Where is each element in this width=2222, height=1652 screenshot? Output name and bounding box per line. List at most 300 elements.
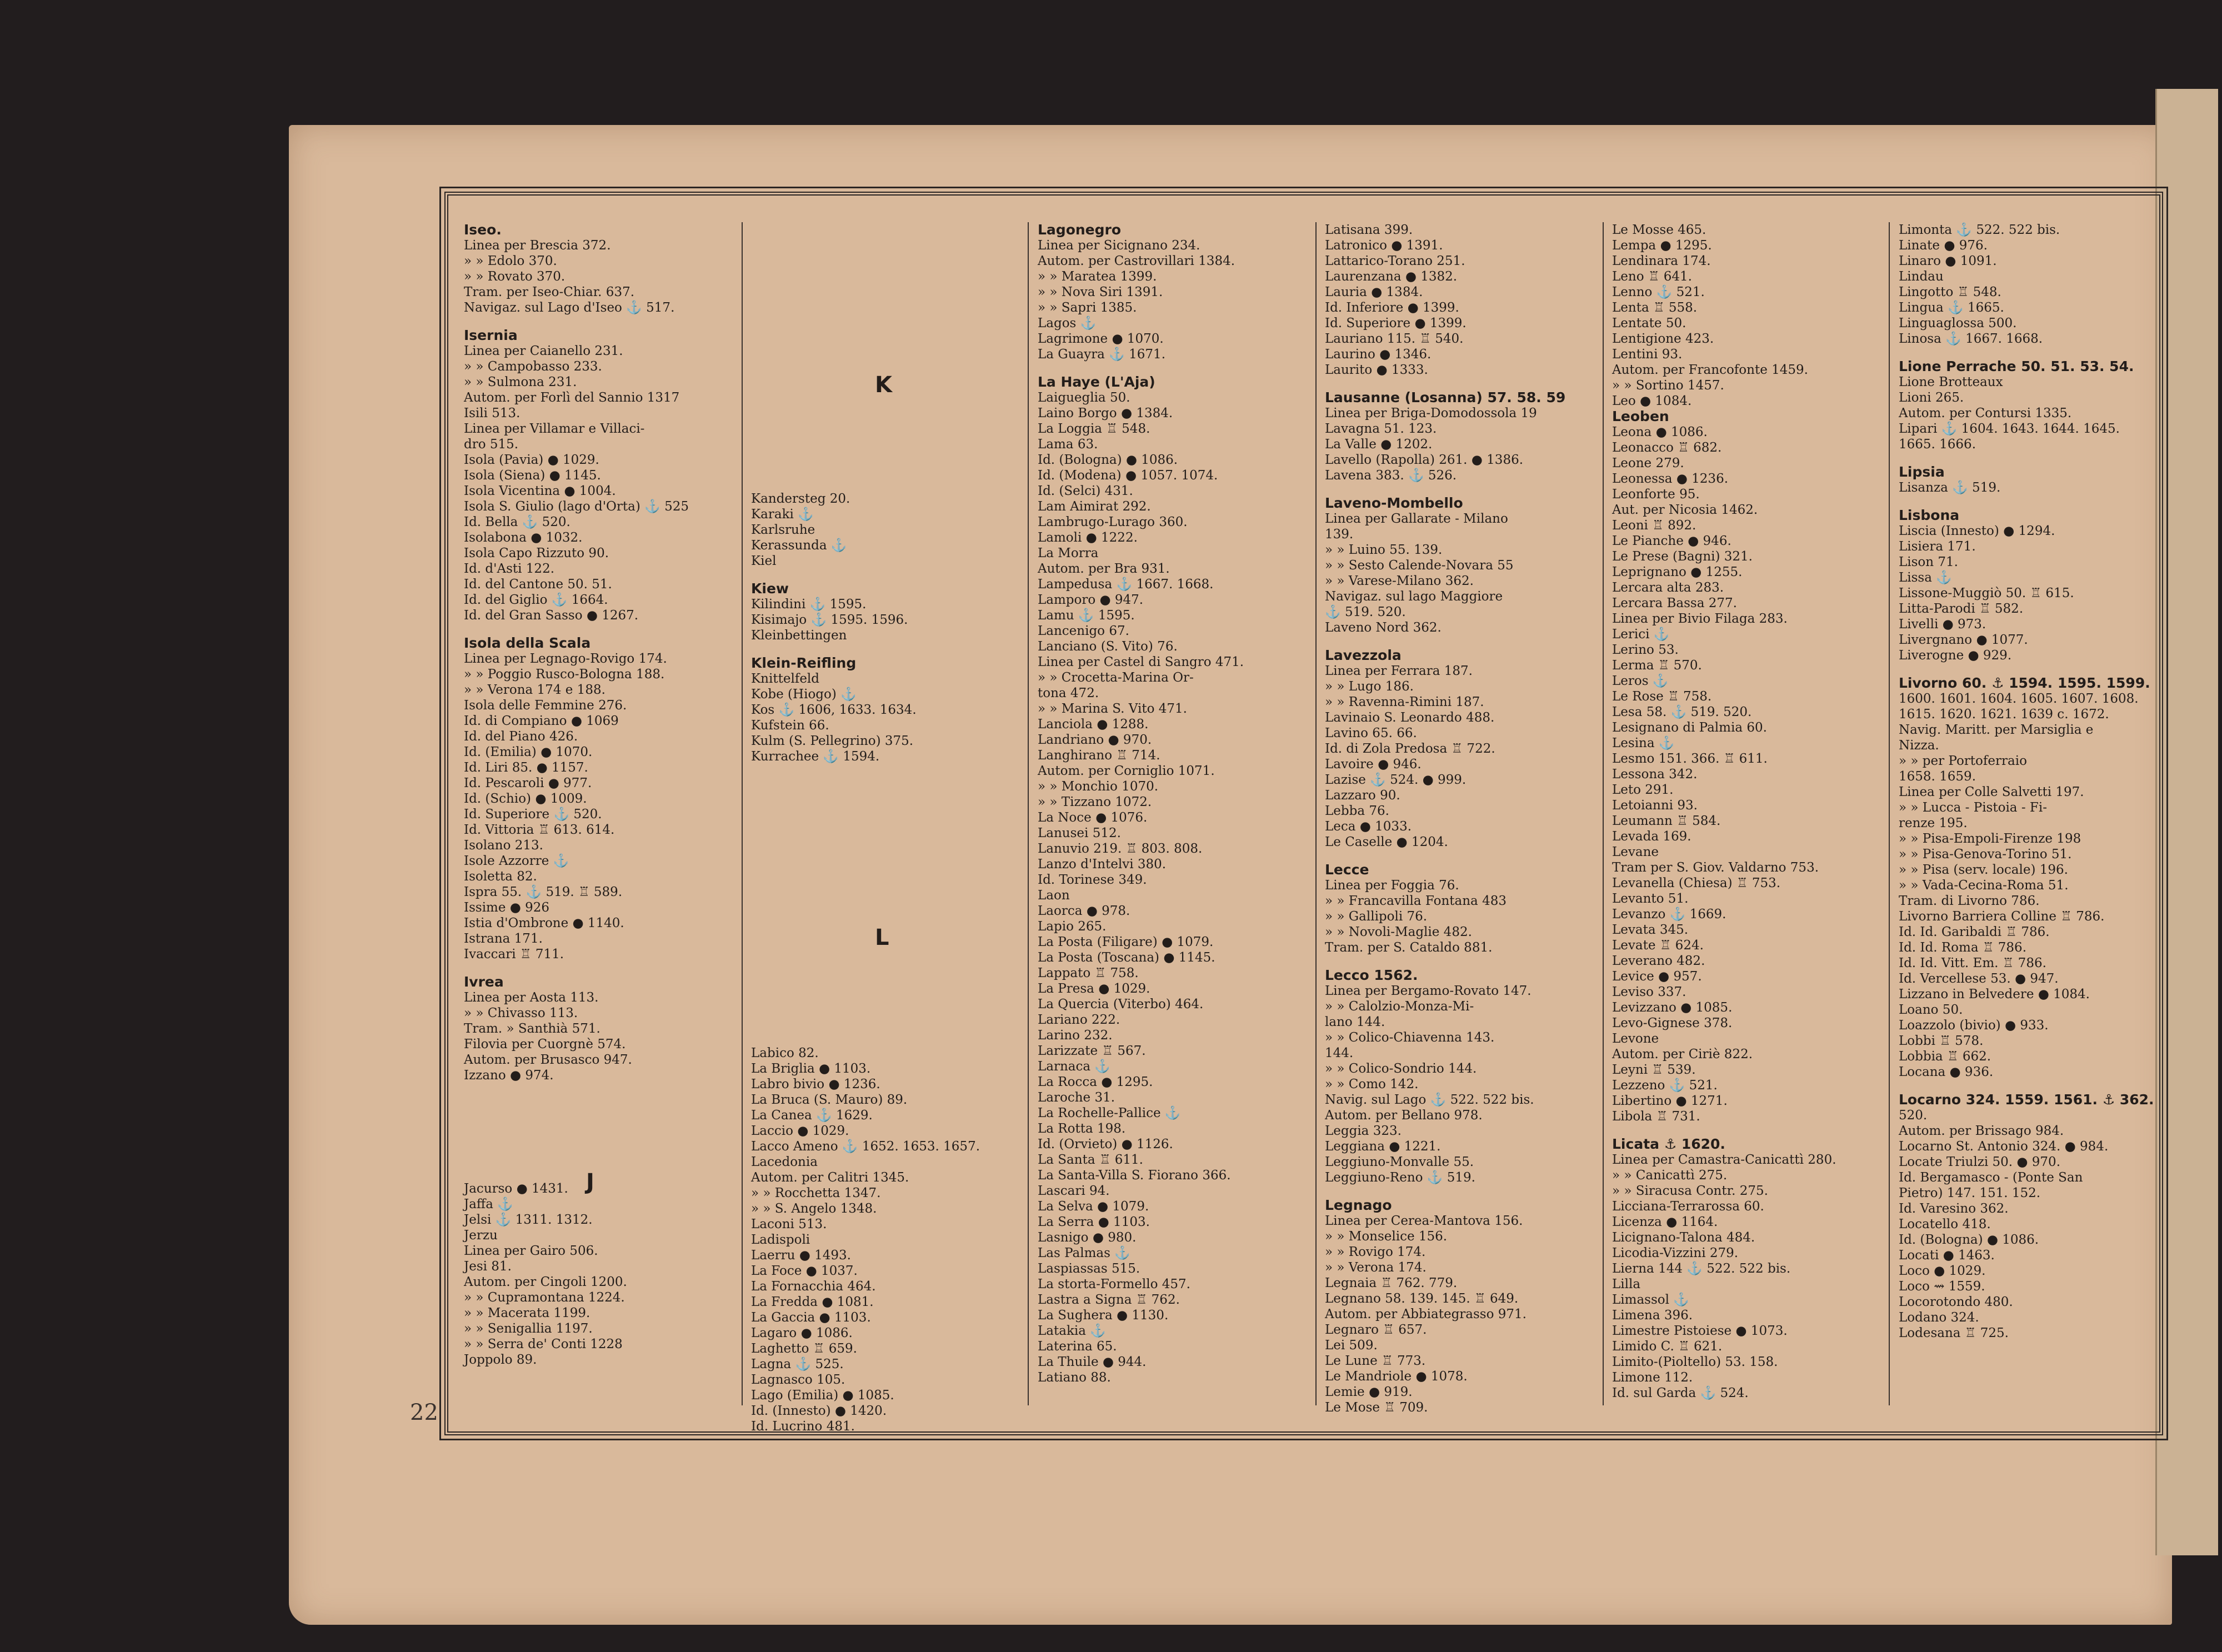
index-entry: Id. sul Garda ⚓ 524. bbox=[1612, 1386, 1749, 1400]
index-entry: » » Colico-Chiavenna 143. bbox=[1325, 1030, 1495, 1045]
index-entry: » » Siracusa Contr. 275. bbox=[1612, 1184, 1768, 1198]
index-entry: Ispra 55. ⚓ 519. ♖ 589. bbox=[464, 885, 623, 899]
index-entry: Limonta ⚓ 522. 522 bis. bbox=[1899, 223, 2060, 237]
index-entry: Lindau bbox=[1899, 269, 1944, 284]
index-column-1 bbox=[464, 222, 736, 1416]
index-entry: » » Rovigo 174. bbox=[1325, 1245, 1426, 1259]
index-entry: Lavino 65. 66. bbox=[1325, 726, 1417, 740]
index-entry: Kos ⚓ 1606, 1633. 1634. bbox=[751, 703, 917, 717]
index-entry: Lentate 50. bbox=[1612, 316, 1686, 331]
index-entry: Lendinara 174. bbox=[1612, 254, 1711, 268]
index-entry: » » Sesto Calende-Novara 55 bbox=[1325, 558, 1514, 573]
spacer bbox=[751, 997, 1023, 1009]
index-entry: Lingua ⚓ 1665. bbox=[1899, 301, 2004, 315]
index-entry: Levice ● 957. bbox=[1612, 969, 1702, 984]
index-entry: Leumann ♖ 584. bbox=[1612, 814, 1721, 828]
index-entry: Liscia (Innesto) ● 1294. bbox=[1899, 524, 2055, 538]
index-entry: Navig. sul Lago ⚓ 522. 522 bis. bbox=[1325, 1093, 1534, 1107]
index-entry: Latakia ⚓ bbox=[1038, 1324, 1106, 1338]
index-entry: Letoianni 93. bbox=[1612, 798, 1698, 813]
index-entry: Jesi 81. bbox=[464, 1259, 512, 1274]
spacer bbox=[751, 887, 1023, 899]
index-heading: Lagonegro bbox=[1038, 222, 1122, 238]
index-entry: Levata 345. bbox=[1612, 923, 1689, 937]
index-heading: Isola della Scala bbox=[464, 635, 591, 651]
index-entry: Laorca ● 978. bbox=[1038, 904, 1130, 918]
index-entry: La Santa-Villa S. Fiorano 366. bbox=[1038, 1168, 1231, 1183]
index-entry: Licodia-Vizzini 279. bbox=[1612, 1246, 1739, 1260]
index-entry: Leprignano ● 1255. bbox=[1612, 565, 1743, 579]
index-entry: Kufstein 66. bbox=[751, 718, 829, 733]
spacer bbox=[751, 1033, 1023, 1045]
index-entry: Linea per Cerea-Mantova 156. bbox=[1325, 1214, 1523, 1228]
index-entry: Tram. per S. Cataldo 881. bbox=[1325, 940, 1493, 955]
index-entry: Id. Id. Garibaldi ♖ 786. bbox=[1899, 925, 2050, 939]
index-entry: Linea per Villamar e Villaci- bbox=[464, 422, 645, 436]
index-entry: Leros ⚓ bbox=[1612, 674, 1669, 688]
index-entry: Isole Azzorre ⚓ bbox=[464, 854, 569, 868]
index-entry: La Thuile ● 944. bbox=[1038, 1355, 1147, 1369]
index-entry: Pietro) 147. 151. 152. bbox=[1899, 1186, 2041, 1200]
index-entry: Lioni 265. bbox=[1899, 391, 1964, 405]
index-entry: Lebba 76. bbox=[1325, 804, 1389, 818]
index-entry: Lerma ♖ 570. bbox=[1612, 658, 1702, 673]
index-entry: Id. d'Asti 122. bbox=[464, 562, 555, 576]
index-entry: Jelsi ⚓ 1311. 1312. bbox=[464, 1213, 593, 1227]
index-entry: » » Colico-Sondrio 144. bbox=[1325, 1062, 1477, 1076]
index-entry: Lessona 342. bbox=[1612, 767, 1698, 782]
index-entry: Lavinaio S. Leonardo 488. bbox=[1325, 710, 1495, 725]
index-entry: Kilindini ⚓ 1595. bbox=[751, 597, 867, 612]
index-heading: Lecco 1562. bbox=[1325, 967, 1418, 983]
index-entry: Lagnasco 105. bbox=[751, 1373, 845, 1387]
index-entry: Latronico ● 1391. bbox=[1325, 238, 1443, 253]
index-entry: Autom. per Abbiategrasso 971. bbox=[1325, 1307, 1527, 1321]
index-entry: » » Pisa (serv. locale) 196. bbox=[1899, 863, 2068, 877]
index-entry: Linea per Foggia 76. bbox=[1325, 878, 1459, 893]
index-entry: » » Vada-Cecina-Roma 51. bbox=[1899, 878, 2069, 893]
index-entry: Id. Torinese 349. bbox=[1038, 873, 1147, 887]
index-entry: Lanuvio 219. ♖ 803. 808. bbox=[1038, 842, 1203, 856]
spacer bbox=[464, 1169, 736, 1181]
index-entry: Livergnano ● 1077. bbox=[1899, 633, 2028, 647]
index-entry: Lascari 94. bbox=[1038, 1184, 1110, 1198]
index-entry: Leto 291. bbox=[1612, 783, 1674, 797]
index-entry: » » Monselice 156. bbox=[1325, 1229, 1448, 1244]
index-entry: » » Pisa-Genova-Torino 51. bbox=[1899, 847, 2072, 862]
index-entry: 144. bbox=[1325, 1046, 1354, 1060]
index-entry: » » Lucca - Pistoia - Fi- bbox=[1899, 800, 2047, 815]
index-entry: Id. (Bologna) ● 1086. bbox=[1038, 453, 1178, 467]
index-entry: Ivaccari ♖ 711. bbox=[464, 947, 564, 962]
spacer bbox=[751, 344, 1023, 357]
index-heading: Kiew bbox=[751, 580, 789, 597]
index-entry: » » Edolo 370. bbox=[464, 254, 557, 268]
index-entry: Id. Superiore ● 1399. bbox=[1325, 316, 1467, 331]
index-entry: Filovia per Cuorgnè 574. bbox=[464, 1037, 626, 1052]
index-entry: » » Macerata 1199. bbox=[464, 1306, 590, 1320]
index-heading: Lisbona bbox=[1899, 507, 1960, 523]
index-entry: Lacedonia bbox=[751, 1155, 818, 1169]
index-entry: Legnaia ♖ 762. 779. bbox=[1325, 1276, 1458, 1290]
spacer bbox=[751, 247, 1023, 259]
index-entry: Laerru ● 1493. bbox=[751, 1248, 851, 1263]
index-entry: Autom. per Ciriè 822. bbox=[1612, 1047, 1753, 1062]
index-entry: Lesignano di Palmia 60. bbox=[1612, 720, 1767, 735]
spacer bbox=[751, 271, 1023, 283]
index-entry: Autom. per Francofonte 1459. bbox=[1612, 363, 1808, 377]
index-entry: La storta-Formello 457. bbox=[1038, 1277, 1190, 1291]
index-entry: 139. bbox=[1325, 527, 1354, 542]
spacer bbox=[751, 283, 1023, 296]
spacer bbox=[751, 1009, 1023, 1021]
index-entry: Karlsruhe bbox=[751, 523, 815, 537]
index-entry: » » Rovato 370. bbox=[464, 269, 565, 284]
index-entry: Leviso 337. bbox=[1612, 985, 1686, 999]
index-heading: La Haye (L'Aja) bbox=[1038, 374, 1155, 390]
index-entry: Levone bbox=[1612, 1032, 1659, 1046]
index-entry: Id. del Cantone 50. 51. bbox=[464, 577, 612, 592]
spacer bbox=[1612, 1124, 1884, 1137]
index-entry: Lamoli ● 1222. bbox=[1038, 530, 1138, 545]
index-column-2 bbox=[751, 222, 1023, 1434]
index-entry: Autom. per Contursi 1335. bbox=[1899, 406, 2072, 420]
index-entry: Loazzolo (bivio) ● 933. bbox=[1899, 1018, 2049, 1033]
index-entry: Levanzo ⚓ 1669. bbox=[1612, 907, 1726, 922]
index-entry: Isola Capo Rizzuto 90. bbox=[464, 546, 609, 560]
index-heading: Isernia bbox=[464, 327, 518, 343]
spacer bbox=[751, 308, 1023, 320]
index-column-5 bbox=[1612, 222, 1884, 1416]
spacer bbox=[1899, 495, 2171, 508]
index-entry: » » Serra de' Conti 1228 bbox=[464, 1337, 623, 1351]
spacer bbox=[1038, 362, 1310, 374]
spacer bbox=[1325, 483, 1597, 495]
index-heading: Legnago bbox=[1325, 1197, 1392, 1213]
index-entry: Lesmo 151. 366. ♖ 611. bbox=[1612, 752, 1768, 766]
index-entry: Lauriano 115. ♖ 540. bbox=[1325, 332, 1464, 346]
index-entry: Limido C. ♖ 621. bbox=[1612, 1339, 1723, 1354]
index-heading: Leoben bbox=[1612, 408, 1669, 424]
index-entry: » » Rocchetta 1347. bbox=[751, 1186, 881, 1200]
index-entry: Leonacco ♖ 682. bbox=[1612, 440, 1722, 455]
index-heading: Iseo. bbox=[464, 222, 502, 238]
index-entry: Joppolo 89. bbox=[464, 1353, 537, 1367]
index-entry: » » Crocetta-Marina Or- bbox=[1038, 670, 1194, 685]
index-entry: Linea per Castel di Sangro 471. bbox=[1038, 655, 1244, 669]
spacer bbox=[1325, 378, 1597, 390]
spacer bbox=[751, 789, 1023, 801]
index-entry: » » Verona 174 e 188. bbox=[464, 683, 605, 697]
spacer bbox=[464, 1083, 736, 1095]
spacer bbox=[751, 862, 1023, 874]
index-entry: Lago (Emilia) ● 1085. bbox=[751, 1388, 894, 1403]
index-entry: Kisimajo ⚓ 1595. 1596. bbox=[751, 613, 908, 627]
index-entry: Tram per S. Giov. Valdarno 753. bbox=[1612, 860, 1819, 875]
index-entry: Le Lune ♖ 773. bbox=[1325, 1354, 1426, 1368]
index-entry: Liverogne ● 929. bbox=[1899, 648, 2012, 663]
index-entry: Lam Aimirat 292. bbox=[1038, 499, 1151, 514]
index-entry: Lanzo d'Intelvi 380. bbox=[1038, 857, 1167, 872]
index-entry: » » Monchio 1070. bbox=[1038, 779, 1159, 794]
index-entry: Id. Bella ⚓ 520. bbox=[464, 515, 570, 529]
index-entry: » » Luino 55. 139. bbox=[1325, 543, 1443, 557]
index-entry: Livorno Barriera Colline ♖ 786. bbox=[1899, 909, 2105, 924]
index-entry: Levada 169. bbox=[1612, 829, 1691, 844]
spacer bbox=[751, 984, 1023, 997]
index-entry: Leonforte 95. bbox=[1612, 487, 1700, 502]
spacer bbox=[751, 777, 1023, 789]
index-entry: La Quercia (Viterbo) 464. bbox=[1038, 997, 1204, 1012]
index-entry: Larizzate ♖ 567. bbox=[1038, 1044, 1146, 1058]
spacer bbox=[464, 1157, 736, 1169]
index-entry: Lavello (Rapolla) 261. ● 1386. bbox=[1325, 453, 1524, 467]
spacer bbox=[751, 259, 1023, 271]
index-entry: Latisana 399. bbox=[1325, 223, 1413, 237]
index-entry: Litta-Parodi ♖ 582. bbox=[1899, 602, 2024, 616]
index-entry: Lamu ⚓ 1595. bbox=[1038, 608, 1135, 623]
index-entry: Isola (Pavia) ● 1029. bbox=[464, 453, 599, 467]
index-entry: Lanciola ● 1288. bbox=[1038, 717, 1149, 732]
index-entry: 1600. 1601. 1604. 1605. 1607. 1608. bbox=[1899, 692, 2139, 706]
index-entry: Larnaca ⚓ bbox=[1038, 1059, 1111, 1074]
index-entry: » » Senigallia 1197. bbox=[464, 1321, 593, 1336]
spacer bbox=[1899, 347, 2171, 359]
spacer bbox=[751, 569, 1023, 581]
index-entry: La Posta (Toscana) ● 1145. bbox=[1038, 950, 1215, 965]
index-entry: Linate ● 976. bbox=[1899, 238, 1988, 253]
index-entry: La Valle ● 1202. bbox=[1325, 437, 1433, 452]
index-entry: Istia d'Ombrone ● 1140. bbox=[464, 916, 624, 930]
index-entry: Lenno ⚓ 521. bbox=[1612, 285, 1705, 299]
index-entry: Lavena 383. ⚓ 526. bbox=[1325, 468, 1457, 483]
index-entry: 1658. 1659. bbox=[1899, 769, 1976, 784]
index-entry: Lobbia ♖ 662. bbox=[1899, 1049, 1991, 1064]
index-entry: Las Palmas ⚓ bbox=[1038, 1246, 1130, 1260]
index-entry: Autom. per Castrovillari 1384. bbox=[1038, 254, 1235, 268]
index-entry: Leonessa ● 1236. bbox=[1612, 472, 1729, 486]
index-entry: 1615. 1620. 1621. 1639 c. 1672. bbox=[1899, 707, 2109, 722]
index-entry: Kerassunda ⚓ bbox=[751, 538, 847, 553]
index-entry: Leca ● 1033. bbox=[1325, 819, 1412, 834]
index-entry: Lapio 265. bbox=[1038, 919, 1107, 934]
spacer bbox=[751, 454, 1023, 467]
index-entry: Issime ● 926 bbox=[464, 900, 550, 915]
spacer bbox=[751, 874, 1023, 887]
spacer bbox=[1899, 1080, 2171, 1092]
section-letter-j: J bbox=[586, 1169, 594, 1195]
index-entry: » » Tizzano 1072. bbox=[1038, 795, 1152, 809]
spacer bbox=[464, 1120, 736, 1132]
index-entry: Linea per Legnago-Rovigo 174. bbox=[464, 652, 667, 666]
index-entry: Locate Triulzi 50. ● 970. bbox=[1899, 1155, 2061, 1169]
index-entry: Knittelfeld bbox=[751, 672, 820, 686]
index-entry: Id. (Selci) 431. bbox=[1038, 484, 1133, 498]
index-entry: Linea per Gairo 506. bbox=[464, 1244, 598, 1258]
index-entry: Autom. per Bra 931. bbox=[1038, 562, 1170, 576]
index-entry: Id. Superiore ⚓ 520. bbox=[464, 807, 602, 822]
index-entry: Linea per Camastra-Canicattì 280. bbox=[1612, 1153, 1836, 1167]
index-entry: Lavagna 51. 123. bbox=[1325, 422, 1437, 436]
index-entry: » » Pisa-Empoli-Firenze 198 bbox=[1899, 832, 2081, 846]
index-entry: Lizzano in Belvedere ● 1084. bbox=[1899, 987, 2090, 1002]
index-entry: La Selva ● 1079. bbox=[1038, 1199, 1149, 1214]
index-entry: Lison 71. bbox=[1899, 555, 1958, 569]
index-entry: Lesa 58. ⚓ 519. 520. bbox=[1612, 705, 1752, 719]
index-entry: » » Sortino 1457. bbox=[1612, 378, 1724, 393]
index-entry: Laspiassas 515. bbox=[1038, 1261, 1140, 1276]
spacer bbox=[751, 430, 1023, 442]
index-entry: Linea per Colle Salvetti 197. bbox=[1899, 785, 2084, 799]
spacer bbox=[751, 850, 1023, 862]
spacer bbox=[751, 320, 1023, 332]
index-column-3 bbox=[1038, 222, 1310, 1416]
index-entry: Id. Vittoria ♖ 613. 614. bbox=[464, 823, 615, 837]
index-entry: » » Nova Siri 1391. bbox=[1038, 285, 1163, 299]
index-entry: Lesina ⚓ bbox=[1612, 736, 1675, 750]
spacer bbox=[751, 234, 1023, 247]
index-entry: Leno ♖ 641. bbox=[1612, 269, 1692, 284]
index-entry: Laterina 65. bbox=[1038, 1339, 1117, 1354]
index-entry: Lauria ● 1384. bbox=[1325, 285, 1423, 299]
index-entry: Lasnigo ● 980. bbox=[1038, 1230, 1137, 1245]
index-entry: La Canea ⚓ 1629. bbox=[751, 1108, 873, 1123]
index-entry: Lercara alta 283. bbox=[1612, 580, 1724, 595]
index-entry: Locati ● 1463. bbox=[1899, 1248, 1995, 1263]
spacer bbox=[464, 1095, 736, 1108]
index-entry: Le Mose ♖ 709. bbox=[1325, 1400, 1428, 1415]
spacer bbox=[751, 801, 1023, 813]
index-entry: Leggia 323. bbox=[1325, 1124, 1402, 1138]
index-entry: Lambrugo-Lurago 360. bbox=[1038, 515, 1188, 529]
index-entry: La Bruca (S. Mauro) 89. bbox=[751, 1093, 908, 1107]
index-entry: » » Lugo 186. bbox=[1325, 679, 1414, 694]
index-entry: Laurenzana ● 1382. bbox=[1325, 269, 1458, 284]
index-entry: Labro bivio ● 1236. bbox=[751, 1077, 880, 1092]
index-entry: Linea per Gallarate - Milano bbox=[1325, 512, 1508, 526]
index-entry: Navigaz. sul lago Maggiore bbox=[1325, 589, 1503, 604]
index-entry: La Guayra ⚓ 1671. bbox=[1038, 347, 1165, 362]
index-column-6 bbox=[1899, 222, 2171, 1416]
index-entry: » » S. Angelo 1348. bbox=[751, 1202, 877, 1216]
index-entry: Lissa ⚓ bbox=[1899, 570, 1952, 585]
index-entry: Leyni ♖ 539. bbox=[1612, 1063, 1696, 1077]
index-entry: Lazise ⚓ 524. ● 999. bbox=[1325, 773, 1467, 787]
index-entry: Id. (Modena) ● 1057. 1074. bbox=[1038, 468, 1218, 483]
index-entry: Licignano-Talona 484. bbox=[1612, 1230, 1755, 1245]
index-entry: 1665. 1666. bbox=[1899, 437, 1976, 452]
index-entry: Lanciano (S. Vito) 76. bbox=[1038, 639, 1178, 654]
index-entry: Locarno St. Antonio 324. ● 984. bbox=[1899, 1139, 2109, 1154]
index-entry: Locana ● 936. bbox=[1899, 1065, 1994, 1079]
index-entry: Linea per Brescia 372. bbox=[464, 238, 611, 253]
index-entry: Kandersteg 20. bbox=[751, 492, 850, 506]
index-entry: Id. (Bologna) ● 1086. bbox=[1899, 1233, 2039, 1247]
index-entry: Lappato ♖ 758. bbox=[1038, 966, 1139, 980]
index-entry: Lagos ⚓ bbox=[1038, 316, 1097, 331]
index-entry: Izzano ● 974. bbox=[464, 1068, 554, 1083]
index-entry: La Foce ● 1037. bbox=[751, 1264, 858, 1278]
index-entry: Id. del Giglio ⚓ 1664. bbox=[464, 593, 608, 607]
index-entry: Linea per Ferrara 187. bbox=[1325, 664, 1473, 678]
index-entry: » » Cupramontana 1224. bbox=[464, 1290, 625, 1305]
section-letter-l: L bbox=[875, 925, 889, 950]
index-entry: Id. Vercellese 53. ● 947. bbox=[1899, 972, 2059, 986]
index-entry: » » Canicattì 275. bbox=[1612, 1168, 1728, 1183]
index-entry: Id. Inferiore ● 1399. bbox=[1325, 301, 1459, 315]
index-entry: ⚓ 519. 520. bbox=[1325, 605, 1406, 619]
index-entry: » » Maratea 1399. bbox=[1038, 269, 1157, 284]
index-entry: Leo ● 1084. bbox=[1612, 394, 1692, 408]
spacer bbox=[751, 972, 1023, 984]
index-entry: Isola delle Femmine 276. bbox=[464, 698, 627, 713]
spacer bbox=[751, 418, 1023, 430]
index-entry: Linea per Bergamo-Rovato 147. bbox=[1325, 984, 1532, 998]
index-entry: Lodesana ♖ 725. bbox=[1899, 1326, 2009, 1340]
index-entry: renze 195. bbox=[1899, 816, 1968, 830]
column-rule bbox=[742, 222, 743, 1405]
index-entry: Id. Varesino 362. bbox=[1899, 1202, 2009, 1216]
column-rule bbox=[1889, 222, 1890, 1405]
index-entry: Linea per Caianello 231. bbox=[464, 344, 623, 358]
index-entry: Leggiuno-Reno ⚓ 519. bbox=[1325, 1170, 1475, 1185]
index-entry: Kulm (S. Pellegrino) 375. bbox=[751, 734, 914, 748]
spacer bbox=[1325, 1185, 1597, 1198]
column-rule bbox=[1028, 222, 1029, 1405]
index-entry: Lacco Ameno ⚓ 1652. 1653. 1657. bbox=[751, 1139, 980, 1154]
index-entry: Laon bbox=[1038, 888, 1070, 903]
index-entry: Lisanza ⚓ 519. bbox=[1899, 480, 2001, 495]
index-entry: Laigueglia 50. bbox=[1038, 391, 1130, 405]
spacer bbox=[751, 479, 1023, 491]
index-entry: Levizzano ● 1085. bbox=[1612, 1000, 1733, 1015]
index-entry: Loco ⇝ 1559. bbox=[1899, 1279, 1985, 1294]
spacer bbox=[751, 222, 1023, 234]
index-entry: Lodano 324. bbox=[1899, 1310, 1979, 1325]
index-entry: Lei 509. bbox=[1325, 1338, 1378, 1353]
index-entry: Levane bbox=[1612, 845, 1659, 859]
index-entry: » » Novoli-Maglie 482. bbox=[1325, 925, 1472, 939]
index-entry: Langhirano ♖ 714. bbox=[1038, 748, 1160, 763]
index-entry: Linosa ⚓ 1667. 1668. bbox=[1899, 332, 2043, 346]
index-entry: Labico 82. bbox=[751, 1046, 819, 1060]
index-entry: Linaro ● 1091. bbox=[1899, 254, 1997, 268]
spacer bbox=[751, 825, 1023, 838]
index-entry: Linea per Sicignano 234. bbox=[1038, 238, 1200, 253]
index-heading: Lausanne (Losanna) 57. 58. 59 bbox=[1325, 389, 1566, 406]
index-entry: Istrana 171. bbox=[464, 932, 543, 946]
spacer bbox=[751, 960, 1023, 972]
index-entry: Lampedusa ⚓ 1667. 1668. bbox=[1038, 577, 1214, 592]
index-entry: La Sughera ● 1130. bbox=[1038, 1308, 1169, 1323]
index-entry: La Serra ● 1103. bbox=[1038, 1215, 1150, 1229]
spacer bbox=[751, 406, 1023, 418]
spacer bbox=[751, 442, 1023, 454]
index-entry: Libola ♖ 731. bbox=[1612, 1109, 1700, 1124]
index-entry: Id. del Piano 426. bbox=[464, 729, 578, 744]
index-entry: Linea per Bivio Filaga 283. bbox=[1612, 612, 1788, 626]
index-entry: Isolano 213. bbox=[464, 838, 543, 853]
index-entry: La Fredda ● 1081. bbox=[751, 1295, 874, 1309]
index-entry: Lentigione 423. bbox=[1612, 332, 1714, 346]
index-entry: Laino Borgo ● 1384. bbox=[1038, 406, 1173, 420]
index-entry: Lattarico-Torano 251. bbox=[1325, 254, 1465, 268]
index-entry: Lobbi ♖ 578. bbox=[1899, 1034, 1984, 1048]
index-entry: Id. Pescaroli ● 977. bbox=[464, 776, 592, 790]
index-entry: Le Prese (Bagni) 321. bbox=[1612, 549, 1753, 564]
index-entry: » » Sapri 1385. bbox=[1038, 301, 1137, 315]
spacer bbox=[1325, 955, 1597, 968]
